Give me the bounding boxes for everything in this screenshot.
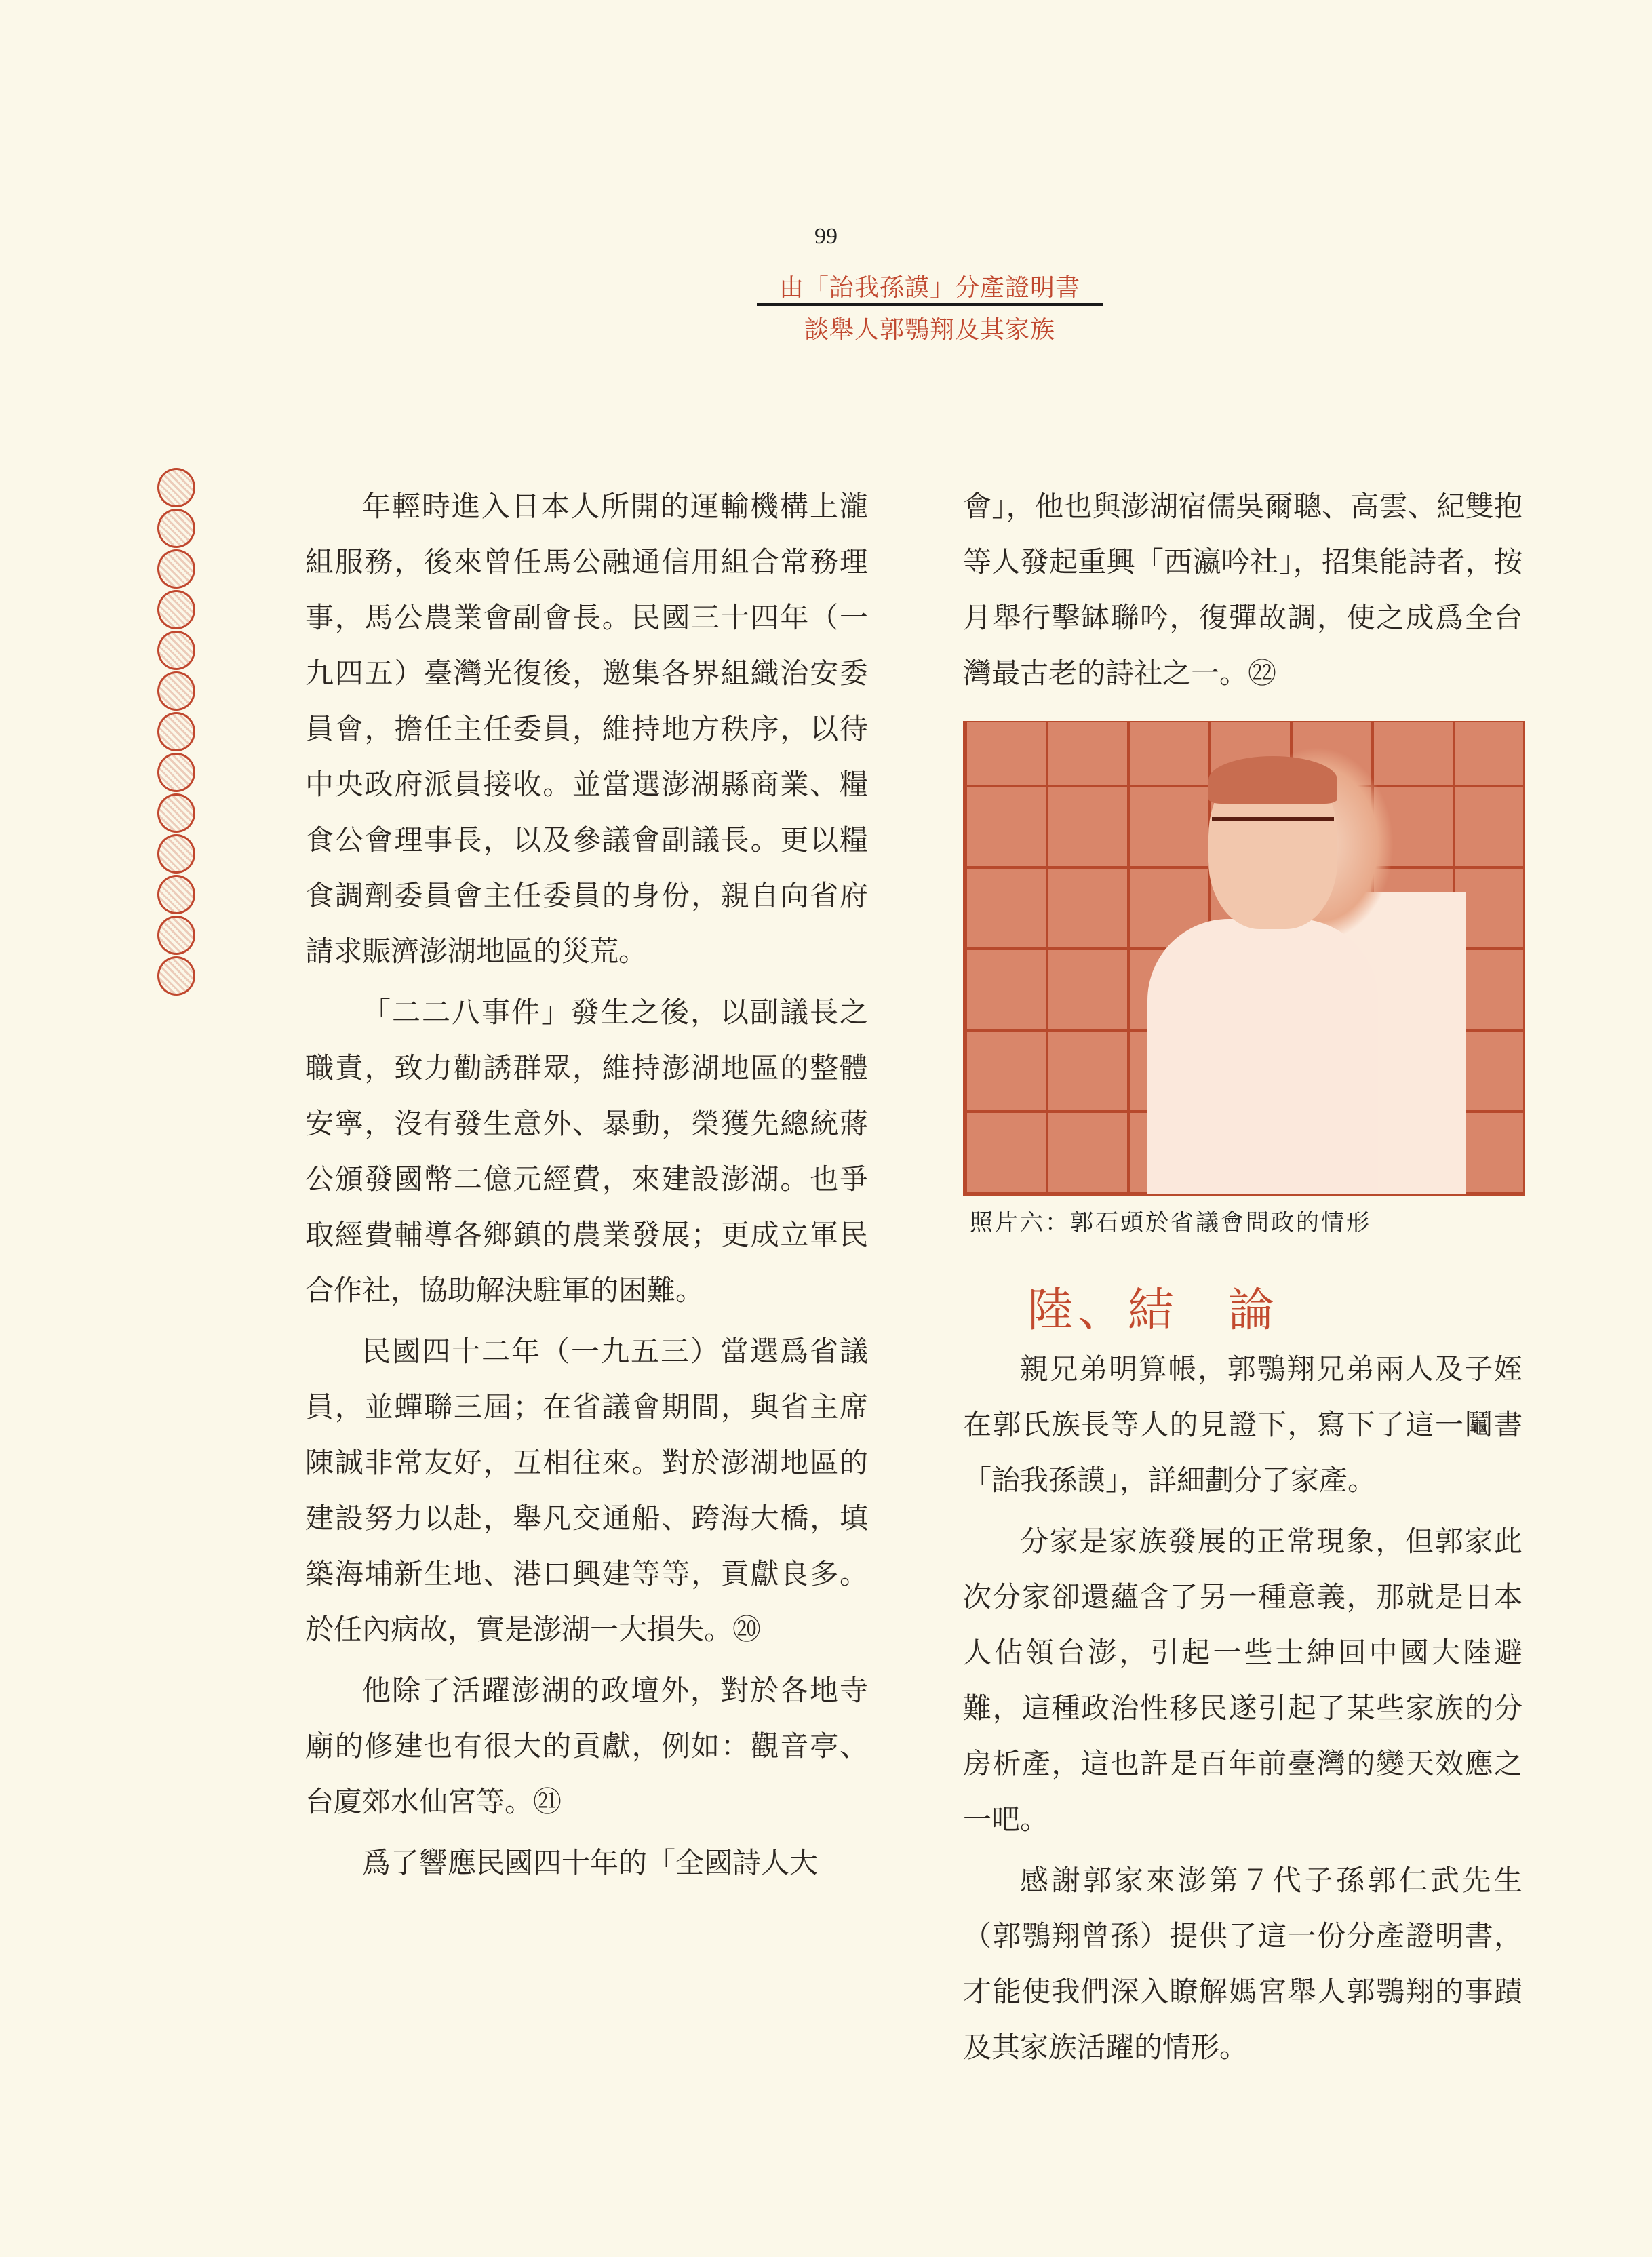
seal-icon (157, 793, 195, 833)
seal-icon (157, 468, 195, 507)
seal-strip-decoration (157, 468, 198, 996)
page-number: 99 (814, 224, 838, 249)
running-header-subtitle: 談舉人郭鶚翔及其家族 (804, 316, 1055, 344)
seal-icon (157, 956, 195, 996)
seal-icon (157, 916, 195, 955)
photo-figure-body (1147, 919, 1378, 1196)
seal-icon (157, 671, 195, 711)
photo-caption: 照片六：郭石頭於省議會問政的情形 (970, 1209, 1371, 1236)
body-paragraph: 年輕時進入日本人所開的運輸機構上瀧組服務，後來曾任馬公融通信用組合常務理事，馬公農業會副會長。民國三十四年（一九四五）臺灣光復後，邀集各界組織治安委員會，擔任主任委員，維持地方秩序，以待中央政府派員接收。並當選澎湖縣商業、糧食公會理事長，以及參議會副議長。更以糧食調劑委員會主任委員的身份，親自向省府請求賑濟澎湖地區的災荒。 (305, 490, 868, 968)
seal-icon (157, 834, 195, 874)
seal-icon (157, 509, 195, 548)
body-paragraph: 親兄弟明算帳，郭鶚翔兄弟兩人及子姪在郭氏族長等人的見證下，寫下了這一鬮書「詒我孫謨」，詳細劃分了家產。 (963, 1352, 1522, 1497)
body-paragraph: 會」，他也與澎湖宿儒吳爾聰、高雲、紀雙抱等人發起重興「西瀛吟社」，招集能詩者，按月舉行擊缽聯吟，復彈故調，使之成爲全台灣最古老的詩社之一。㉒ (963, 490, 1522, 690)
seal-icon (157, 712, 195, 751)
seal-icon (157, 549, 195, 589)
photo-figure-hair (1208, 756, 1337, 804)
body-paragraph: 他除了活躍澎湖的政壇外，對於各地寺廟的修建也有很大的貢獻，例如：觀音亭、台廈郊水仙宮等。㉑ (305, 1674, 868, 1818)
body-paragraph: 民國四十二年（一九五三）當選爲省議員，並蟬聯三屆；在省議會期間，與省主席陳誠非常友好，互相往來。對於澎湖地區的建設努力以赴，舉凡交通船、跨海大橋，填築海埔新生地、港口興建等等，貢獻良多。於任內病故，實是澎湖一大損失。⑳ (305, 1335, 868, 1646)
right-text-column-bottom (963, 1341, 1522, 2081)
body-paragraph: 「二二八事件」發生之後，以副議長之職責，致力勸誘群眾，維持澎湖地區的整體安寧，沒有發生意外、暴動，榮獲先總統蔣公頒發國幣二億元經費，來建設澎湖。也爭取經費輔導各鄉鎮的農業發展；更成立軍民合作社，協助解決駐軍的困難。 (305, 996, 868, 1307)
seal-icon (157, 631, 195, 670)
section-heading: 陸、結 論 (1027, 1284, 1279, 1337)
left-text-column (305, 479, 868, 1896)
seal-icon (157, 875, 195, 914)
portrait-photo (963, 721, 1525, 1196)
header-rule (757, 303, 1103, 306)
photo-figure-glasses (1212, 817, 1334, 844)
body-paragraph: 感謝郭家來澎第７代子孫郭仁武先生（郭鶚翔曾孫）提供了這一份分產證明書，才能使我們深入瞭解媽宮舉人郭鶚翔的事蹟及其家族活躍的情形。 (963, 1864, 1522, 2064)
right-text-column-top (963, 479, 1522, 707)
seal-icon (157, 753, 195, 792)
running-header-title: 由「詒我孫謨」分產證明書 (779, 274, 1080, 302)
body-paragraph: 分家是家族發展的正常現象，但郭家此次分家卻還蘊含了另一種意義，那就是日本人佔領台澎，引起一些士紳回中國大陸避難，這種政治性移民遂引起了某些家族的分房析產，這也許是百年前臺灣的變天效應之一吧。 (963, 1525, 1522, 1836)
body-paragraph: 爲了響應民國四十年的「全國詩人大 (362, 1846, 819, 1879)
seal-icon (157, 590, 195, 629)
